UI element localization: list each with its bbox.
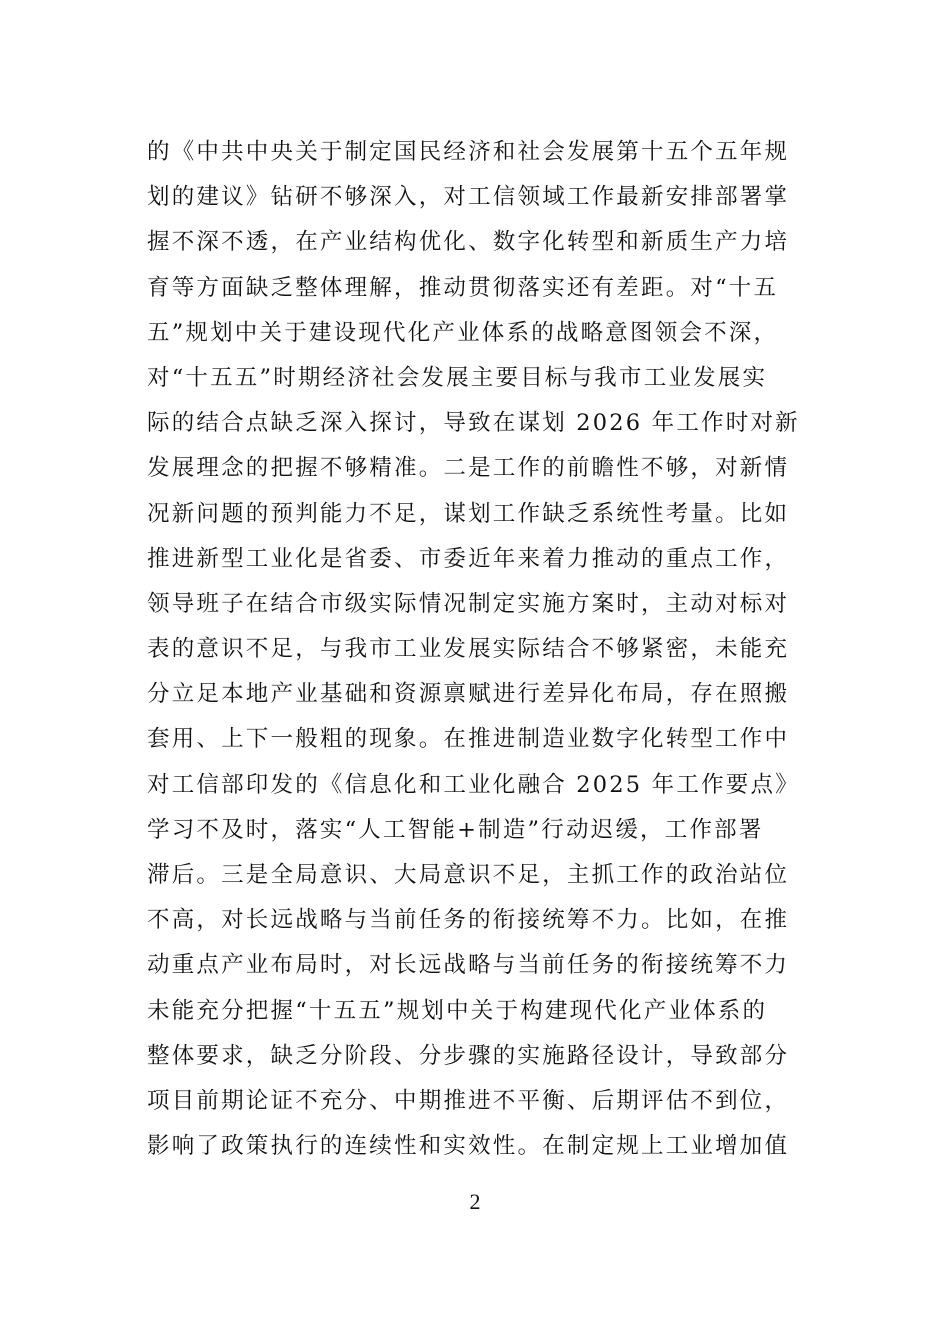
text-line: 套用、上下一般粗的现象。在推进制造业数字化转型工作中 [147,726,790,753]
text-line: 分立足本地产业基础和资源禀赋进行差异化布局，存在照搬 [147,681,790,708]
text-line: 影响了政策执行的连续性和实效性。在制定规上工业增加值 [147,1133,790,1160]
text-line: 表的意识不足，与我市工业发展实际结合不够紧密，未能充 [147,636,790,663]
text-line: 整体要求，缺乏分阶段、分步骤的实施路径设计，导致部分 [147,1042,790,1069]
text-line: 不高，对长远战略与当前任务的衔接统筹不力。比如，在推 [147,907,790,934]
text-line: 动重点产业布局时，对长远战略与当前任务的衔接统筹不力 [147,952,790,979]
text-line: 划的建议》钻研不够深入，对工信领域工作最新安排部署掌 [147,184,790,211]
text-line: 项目前期论证不充分、中期推进不平衡、后期评估不到位， [147,1087,790,1114]
text-line: 况新问题的预判能力不足，谋划工作缺乏系统性考量。比如 [147,500,790,527]
text-line: 领导班子在结合市级实际情况制定实施方案时，主动对标对 [147,590,790,617]
text-line: 育等方面缺乏整体理解，推动贯彻落实还有差距。对“十五 [147,274,779,301]
body-text [147,130,817,1169]
text-line: 对工信部印发的《信息化和工业化融合 2025 年工作要点》 [147,771,800,798]
text-line: 际的结合点缺乏深入探讨，导致在谋划 2026 年工作时对新 [147,410,800,437]
text-line: 的《中共中央关于制定国民经济和社会发展第十五个五年规 [147,139,790,165]
text-line: 推进新型工业化是省委、市委近年来着力推动的重点工作， [147,545,790,572]
page-number: 2 [469,1189,481,1214]
text-line: 对“十五五”时期经济社会发展主要目标与我市工业发展实 [147,364,768,391]
text-line: 滞后。三是全局意识、大局意识不足，主抓工作的政治站位 [147,862,790,888]
text-line: 握不深不透，在产业结构优化、数字化转型和新质生产力培 [147,229,790,256]
text-line: 学习不及时，落实“人工智能+制造”行动迟缓，工作部署 [147,816,764,843]
text-line: 未能充分把握“十五五”规划中关于构建现代化产业体系的 [147,997,768,1024]
text-line: 五”规划中关于建设现代化产业体系的战略意图领会不深， [147,319,779,346]
text-line: 发展理念的把握不够精准。二是工作的前瞻性不够，对新情 [147,455,790,482]
